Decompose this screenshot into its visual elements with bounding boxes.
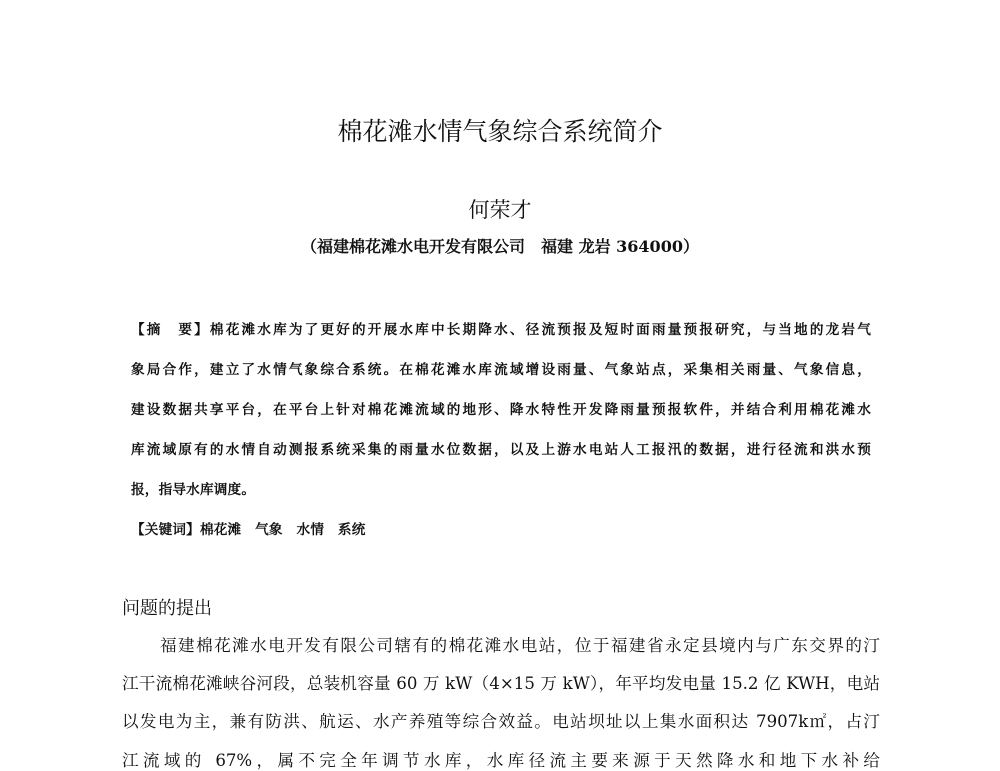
body-line: 以发电为主，兼有防洪、航运、水产养殖等综合效益。电站坝址以上集水面积达 7907k㎡，占汀 (122, 712, 880, 731)
abstract-line: 库流域原有的水情自动测报系统采集的雨量水位数据，以及上游水电站人工报汛的数据，进行径流和洪水预 (131, 442, 871, 458)
document-title: 棉花滩水情气象综合系统简介 (337, 117, 663, 146)
body-line: 江干流棉花滩峡谷河段，总装机容量 60 万 kW（4×15 万 kW），年平均发电量 15.2 亿 KWH，电站 (122, 674, 880, 693)
section-heading: 问题的提出 (122, 598, 212, 619)
body-line: 福建棉花滩水电开发有限公司辖有的棉花滩水电站，位于福建省永定县境内与广东交界的汀 (160, 636, 880, 655)
abstract-line: 【摘 要】棉花滩水库为了更好的开展水库中长期降水、径流预报及短时面雨量预报研究，与当地的龙岩气 (131, 322, 871, 338)
abstract-line: 象局合作，建立了水情气象综合系统。在棉花滩水库流域增设雨量、气象站点，采集相关雨量、气象信息， (131, 362, 871, 378)
body-line: 江流域的 67%，属不完全年调节水库，水库径流主要来源于天然降水和地下水补给 (122, 751, 880, 770)
abstract-line: 报，指导水库调度。 (131, 482, 256, 498)
author-name: 何荣才 (468, 198, 532, 222)
abstract-line: 建设数据共享平台，在平台上针对棉花滩流域的地形、降水特性开发降雨量预报软件，并结合利用棉花滩水 (131, 402, 871, 418)
author-affiliation: （福建棉花滩水电开发有限公司 福建 龙岩 364000） (301, 237, 699, 256)
keywords: 【关键词】棉花滩 气象 水情 系统 (131, 522, 366, 538)
